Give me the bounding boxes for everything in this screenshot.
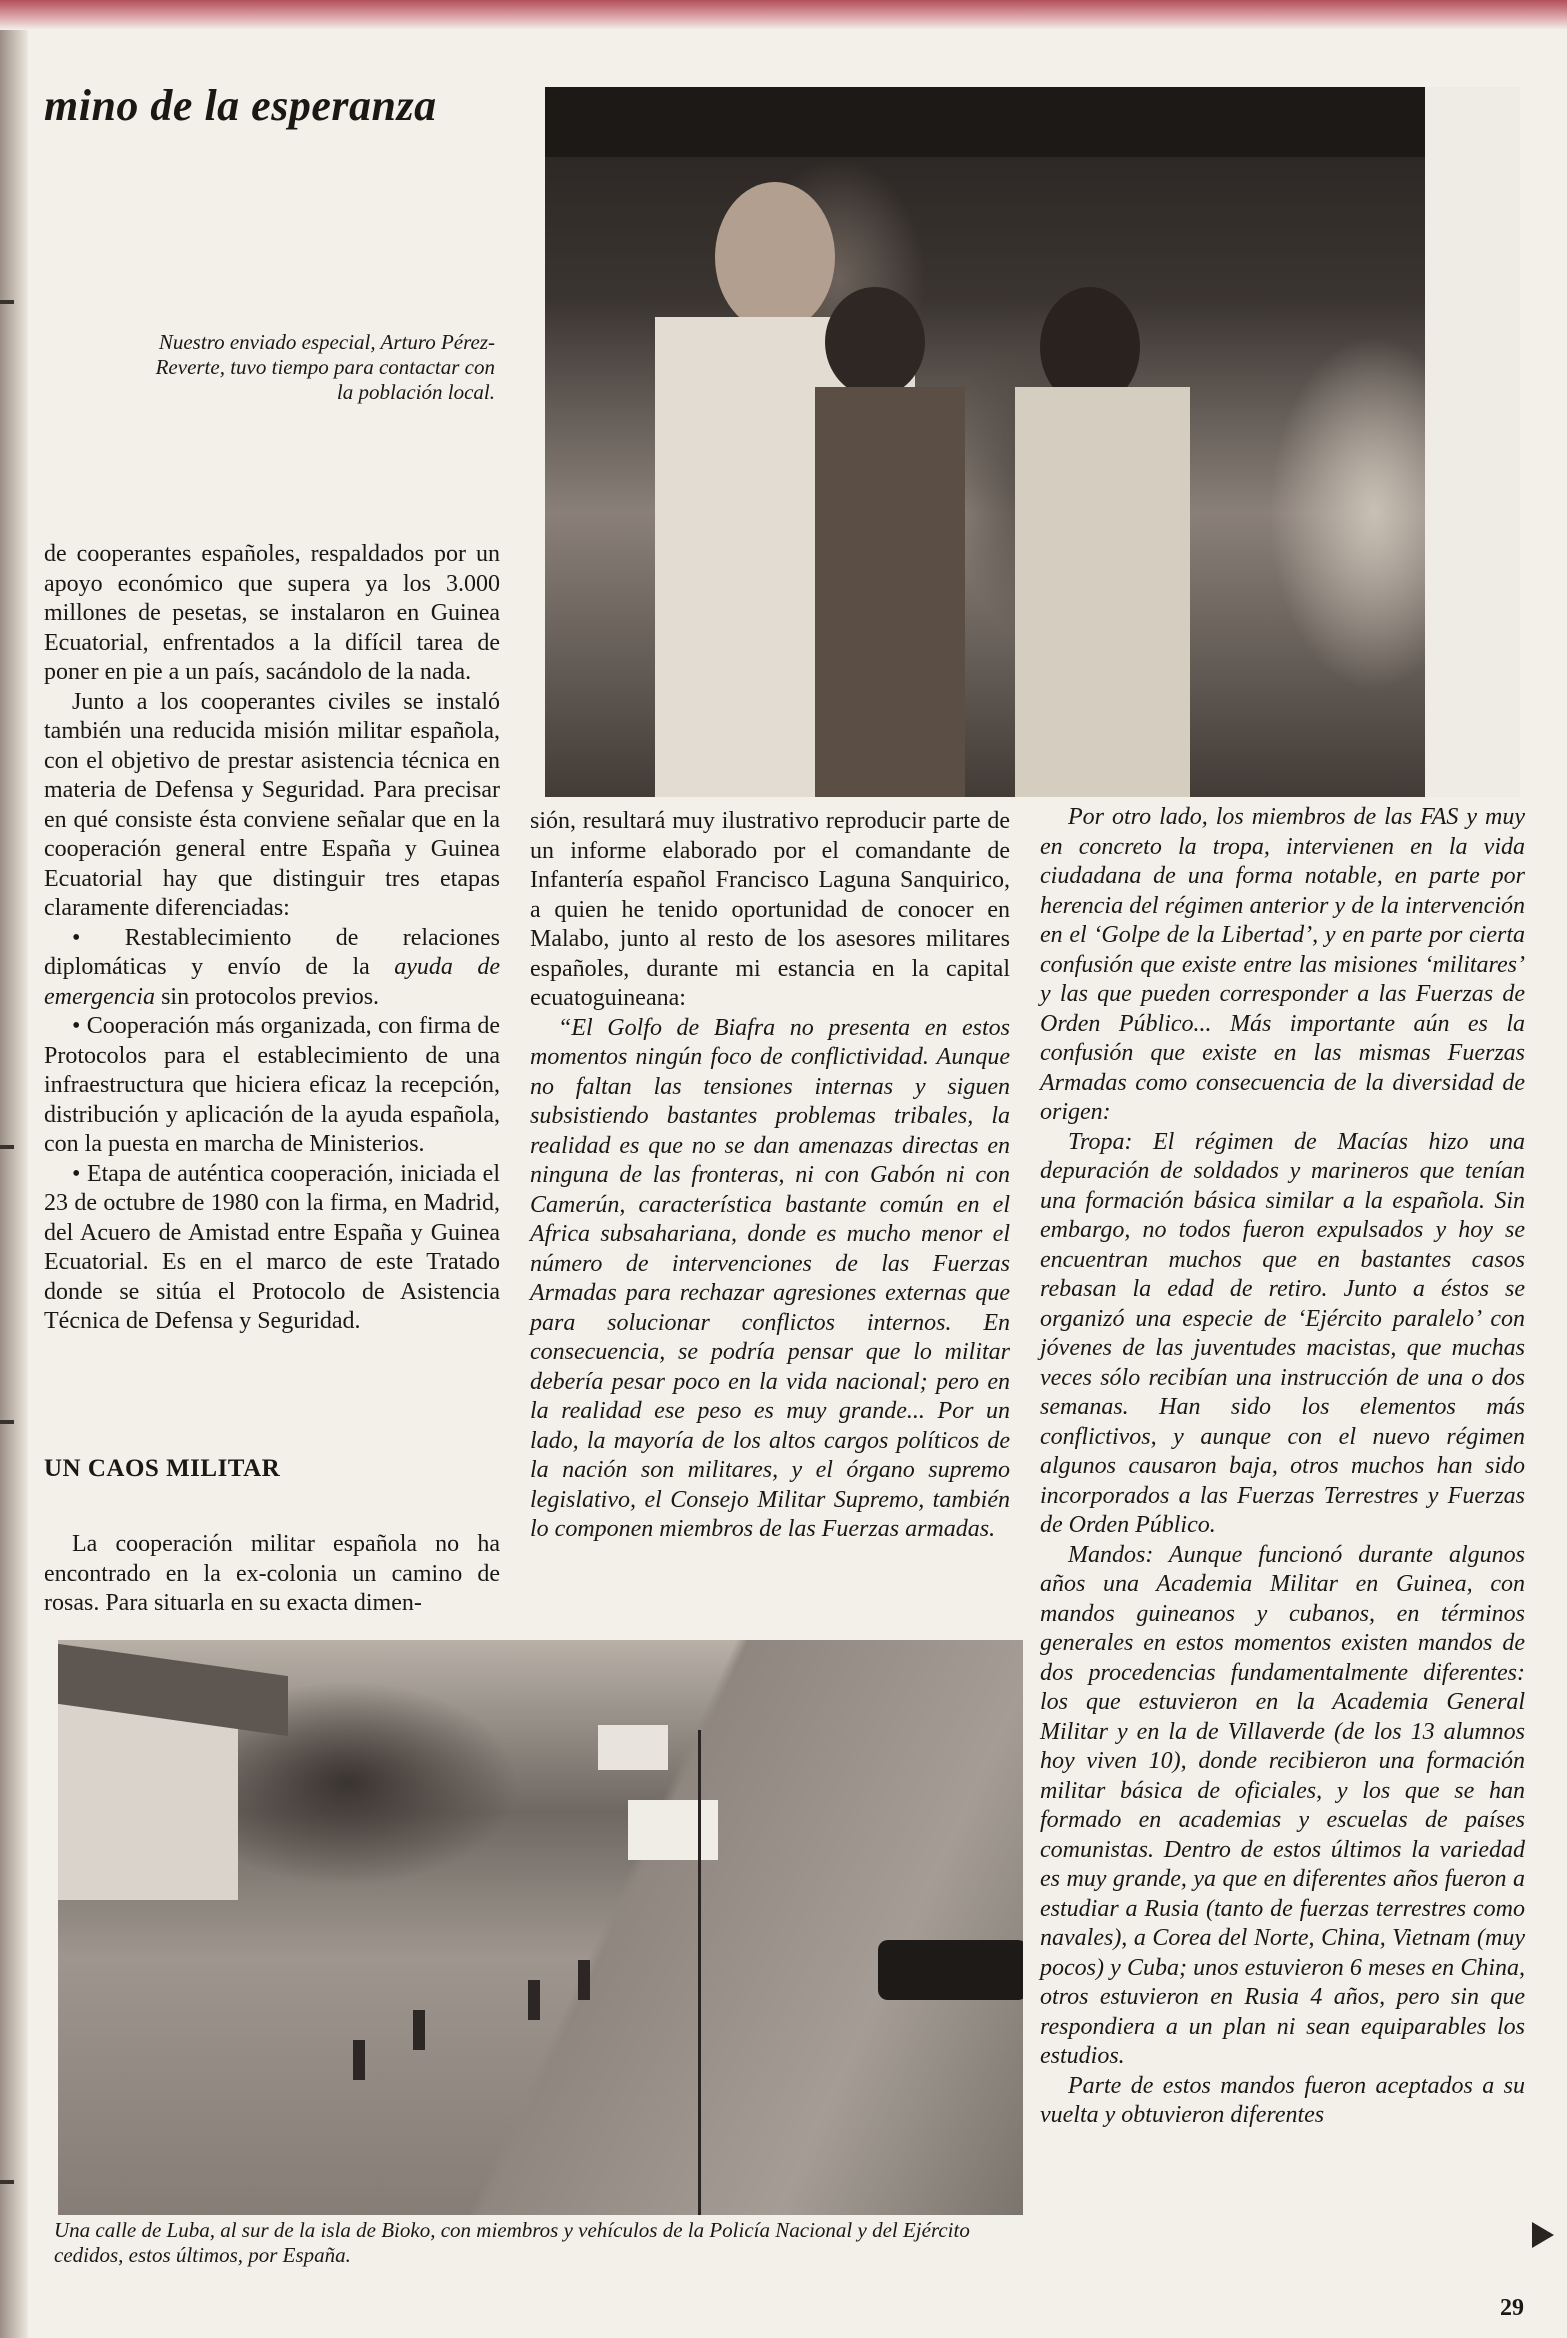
section-heading: UN CAOS MILITAR (44, 1455, 281, 1482)
binding-mark (0, 2180, 14, 2184)
bullet-item: • Cooperación más organizada, con firma de Protocolos para el establecimiento de una infraestructura que hiciera eficaz la recepción, distribución y aplicación de la ayuda española, con la puesta en marcha de Ministerios. (44, 1012, 500, 1160)
page-top-edge (0, 0, 1567, 30)
bullet-item: • Restablecimiento de relaciones diplomáticas y envío de la ayuda de emergencia sin protocolos previos. (44, 924, 500, 1013)
photo-caption-top: Nuestro enviado especial, Arturo Pérez-Reverte, tuvo tiempo para contactar con la población local. (155, 330, 495, 404)
quote-paragraph: “El Golfo de Biafra no presenta en estos momentos ningún foco de conflictividad. Aunque no faltan las tensiones internas y siguen subsistiendo bastantes problemas tribales, la realidad es que no se dan amenazas directas en ninguna de las fronteras, ni con Gabón ni con Camerún, característica bastante común en el Africa subsahariana, donde es mucho menor el número de intervenciones de las Fuerzas Armadas para rechazar agresiones externas que para solucionar conflictos internos. En consecuencia, se podría pensar que lo militar debería pesar poco en la vida nacional; pero en la realidad ese peso es muy grande... Por un lado, la mayoría de los altos cargos políticos de la nación son militares, y el órgano supremo legislativo, el Consejo Militar Supremo, también lo componen miembros de las Fuerzas armadas. (530, 1014, 1010, 1542)
photo-envoy-with-locals (545, 87, 1520, 797)
paragraph: Junto a los cooperantes civiles se instaló también una reducida misión militar española, con el objetivo de prestar asistencia técnica en materia de Defensa y Seguridad. Para precisar en qué consiste ésta conviene señalar que en la cooperación general entre España y Guinea Ecuatorial hay que distinguir tres etapas claramente diferenciadas: (44, 688, 500, 921)
quote-paragraph: Por otro lado, los miembros de las FAS y muy en concreto la tropa, intervienen en la vida ciudadana de una forma notable, en parte por herencia del régimen anterior y de la intervención en el ‘Golpe de la Libertad’, y en parte por cierta confusión que existe entre las misiones ‘militares’ y las que pueden corresponder a las Fuerzas de Orden Público... Más importante aún es la confusión que existe en las mismas Fuerzas Armadas como consecuencia de la diversidad de origen: (1040, 804, 1525, 1125)
column-2-text (530, 807, 1010, 1545)
column-1b-text (44, 1530, 500, 1619)
page-binding-edge (0, 0, 28, 2338)
continue-arrow-icon (1532, 2222, 1554, 2248)
quote-paragraph: Mandos: Aunque funcionó durante algunos años una Academia Militar en Guinea, con mandos guineanos y cubanos, en términos generales en estos momentos existen mandos de dos procedencias fundamentalmente diferentes: los que estuvieron en la Academia General Militar y en la de Villaverde (de los 13 alumnos hoy viven 10), donde recibieron una formación militar básica de oficiales, y los que se han formado en academias y escuelas de países comunistas. Dentro de estos últimos la variedad es muy grande, ya que en diferentes años fueron a estudiar a Rusia (tanto de fuerzas terrestres como navales), a Corea del Norte, China, Vietnam (muy pocos) y Cuba; unos estuvieron 6 meses en China, otros estuvieron en Rusia 4 años, pero sin que respondiera a un plan ni sean equiparables los estudios. (1040, 1541, 1525, 2069)
quote-paragraph: Tropa: El régimen de Macías hizo una depuración de soldados y marineros que tenían una formación básica similar a la española. Sin embargo, no todos fueron expulsados y hoy se encuentran muchos que en bastantes casos rebasan la edad de retiro. Junto a éstos se organizó una especie de ‘Ejército paralelo’ con jóvenes de las juventudes macistas, que muchas veces sólo recibían una instrucción de una o dos semanas. Han sido los elementos más conflictivos, y aunque con el nuevo régimen algunos causaron baja, otros muchos han sido incorporados a las Fuerzas Terrestres y Fuerzas de Orden Público. (1040, 1128, 1525, 1538)
binding-mark (0, 1420, 14, 1424)
photo-luba-street (58, 1640, 1023, 2215)
quote-paragraph: Parte de estos mandos fueron aceptados a su vuelta y obtuvieron diferentes (1040, 2072, 1525, 2128)
page-number: 29 (1500, 2295, 1524, 2321)
paragraph: de cooperantes españoles, respaldados por un apoyo económico que supera ya los 3.000 millones de pesetas, se instalaron en Guinea Ecuatorial, enfrentados a la difícil tarea de poner en pie a un país, sacándolo de la nada. (44, 541, 500, 685)
photo-caption-bottom: Una calle de Luba, al sur de la isla de Bioko, con miembros y vehículos de la Policía Nacional y del Ejército cedidos, estos últimos, por España. (54, 2218, 970, 2267)
binding-mark (0, 1145, 14, 1149)
article-headline: mino de la esperanza (44, 81, 437, 130)
bullet-item: • Etapa de auténtica cooperación, iniciada el 23 de octubre de 1980 con la firma, en Madrid, del Acuero de Amistad entre España y Guinea Ecuatorial. Es en el marco de este Tratado donde se sitúa el Protocolo de Asistencia Técnica de Defensa y Seguridad. (44, 1160, 500, 1337)
paragraph: La cooperación militar española no ha encontrado en la ex-colonia un camino de rosas. Para situarla en su exacta dimen- (44, 1531, 500, 1616)
paragraph: sión, resultará muy ilustrativo reproducir parte de un informe elaborado por el comandante de Infantería español Francisco Laguna Sanquirico, a quien he tenido oportunidad de conocer en Malabo, junto al resto de los asesores militares españoles, durante mi estancia en la capital ecuatoguineana: (530, 808, 1010, 1011)
column-3-text (1040, 803, 1525, 2131)
binding-mark (0, 300, 14, 304)
column-1-text (44, 540, 500, 1337)
